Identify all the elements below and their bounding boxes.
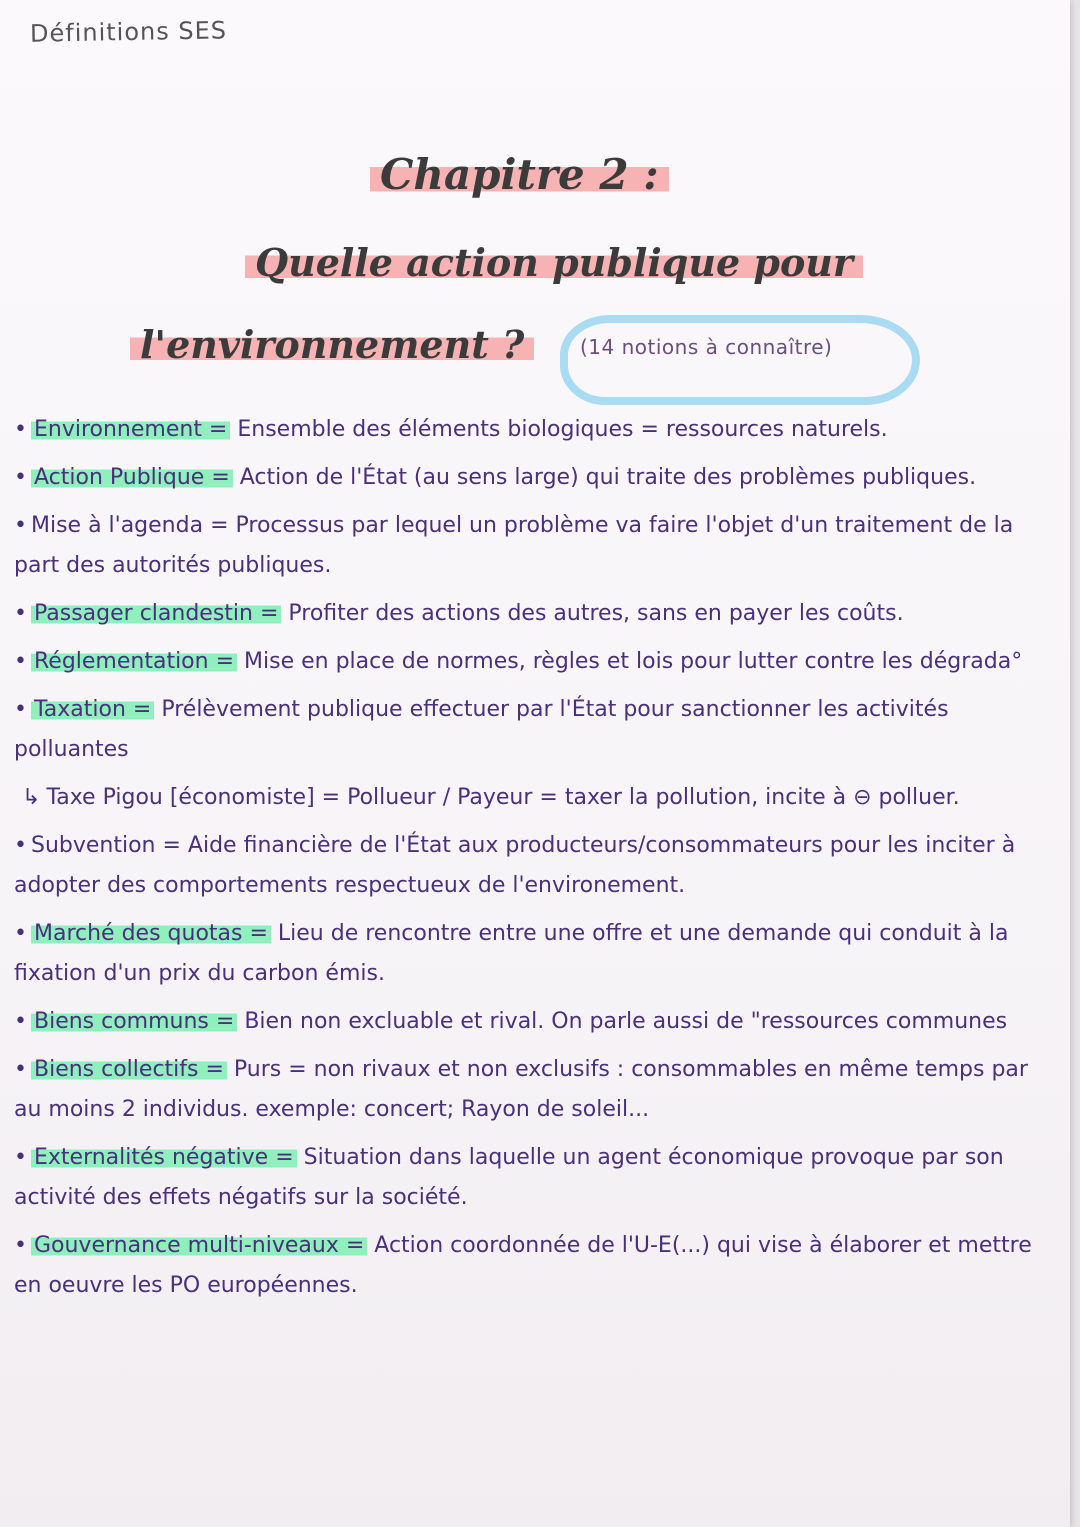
definition-term: Biens communs =: [31, 1009, 237, 1034]
definition-text: Action de l'État (au sens large) qui traite des problèmes publiques.: [232, 465, 977, 490]
bullet-icon: •: [14, 465, 27, 490]
definition-term: Environnement =: [31, 417, 230, 442]
definition-term: Réglementation =: [31, 649, 237, 674]
definition-text: Mise en place de normes, règles et lois pour lutter contre les dégrada°: [237, 649, 1023, 674]
definition-term: Marché des quotas =: [31, 921, 271, 946]
chapter-title-text: Chapitre 2 :: [370, 150, 669, 199]
bullet-icon: •: [14, 921, 27, 946]
bullet-icon: •: [14, 513, 27, 538]
definition-item: [14, 1050, 1054, 1130]
definition-text: Bien non excluable et rival. On parle aussi de "ressources communes: [237, 1009, 1008, 1034]
definition-item: [14, 690, 1054, 770]
bullet-icon: •: [14, 1057, 27, 1082]
header-note: Définitions SES: [29, 16, 228, 48]
definition-text: Situation dans laquelle un agent économique provoque par son activité des effets négatifs sur la société.: [14, 1145, 1004, 1210]
definition-text: Purs = non rivaux et non exclusifs : consommables en même temps par au moins 2 individus. exemple: concert; Rayon de soleil...: [14, 1057, 1028, 1122]
bullet-icon: •: [14, 601, 27, 626]
definition-text: Prélèvement publique effectuer par l'État pour sanctionner les activités polluantes: [14, 697, 949, 762]
bullet-icon: •: [14, 649, 27, 674]
definition-item: [14, 410, 1054, 450]
definition-text: Lieu de rencontre entre une offre et une demande qui conduit à la fixation d'un prix du carbon émis.: [14, 921, 1009, 986]
bullet-icon: •: [14, 1145, 27, 1170]
question-line-2-text: l'environnement ?: [130, 322, 534, 367]
bullet-icon: •: [14, 697, 27, 722]
question-line-1-text: Quelle action publique pour: [245, 240, 863, 285]
pigou-subnote: [14, 778, 1054, 818]
definitions-list: [14, 410, 1054, 1314]
bullet-icon: •: [14, 1009, 27, 1034]
definition-term: Passager clandestin =: [31, 601, 281, 626]
definition-text: Action coordonnée de l'U-E(...) qui vise à élaborer et mettre en oeuvre les PO européennes.: [14, 1233, 1032, 1298]
arrow-icon: ↳: [22, 785, 41, 810]
definition-term: Action Publique =: [31, 465, 233, 490]
definition-item: [14, 594, 1054, 634]
definition-text: Profiter des actions des autres, sans en payer les coûts.: [281, 601, 904, 626]
cloud-note: (14 notions à connaître): [580, 335, 833, 359]
question-line-2: [130, 322, 534, 367]
cloud-bubble: [560, 315, 920, 405]
bullet-icon: •: [14, 833, 27, 858]
bullet-icon: •: [14, 417, 27, 442]
definition-term: Externalités négative =: [31, 1145, 297, 1170]
definition-term: Taxation =: [31, 697, 154, 722]
definition-text: Processus par lequel un problème va faire l'objet d'un traitement de la part des autorités publiques.: [14, 513, 1014, 578]
definition-item: [14, 1226, 1054, 1306]
definition-item: [14, 826, 1054, 906]
definition-item: [14, 506, 1054, 586]
definition-term: Subvention =: [30, 833, 181, 858]
definition-item: [14, 642, 1054, 682]
definition-item: [14, 914, 1054, 994]
definition-text: Ensemble des éléments biologiques = ressources naturels.: [230, 417, 888, 442]
bullet-icon: •: [14, 1233, 27, 1258]
definition-term: Biens collectifs =: [31, 1057, 227, 1082]
definition-item: [14, 1002, 1054, 1042]
definition-text: Aide financière de l'État aux producteurs/consommateurs pour les inciter à adopter des comportements respectueux de l'environement.: [14, 833, 1016, 898]
question-line-1: [245, 240, 863, 285]
definition-item: [14, 458, 1054, 498]
definition-term: Mise à l'agenda =: [30, 513, 229, 538]
definition-item: [14, 1138, 1054, 1218]
pigou-text: Taxe Pigou [économiste] = Pollueur / Payeur = taxer la pollution, incite à ⊖ polluer.: [46, 785, 960, 810]
definition-term: Gouvernance multi-niveaux =: [31, 1233, 367, 1258]
chapter-title: [370, 150, 669, 199]
